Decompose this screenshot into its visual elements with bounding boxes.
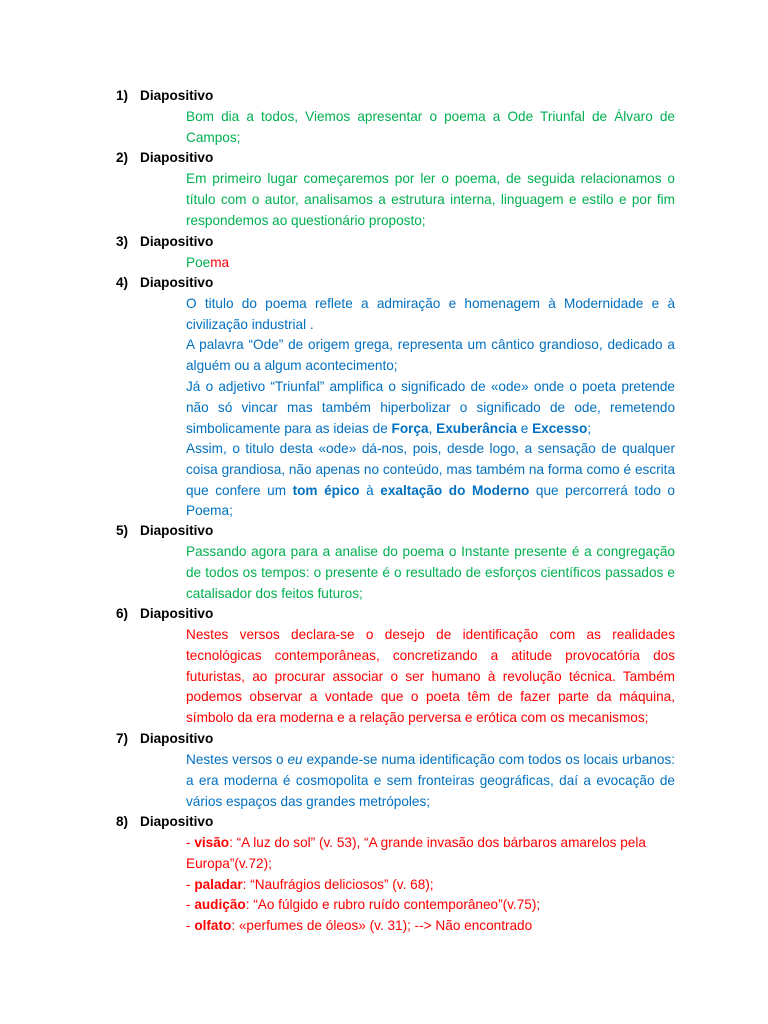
list-text: : “Ao fúlgido e rubro ruído contemporâneo”(v.75); [245, 897, 541, 913]
list-dash: - [186, 897, 195, 913]
text-run: ; [587, 420, 592, 436]
slide-7-text [186, 750, 675, 812]
list-item [186, 875, 675, 896]
list-text: : “Naufrágios deliciosos” (v. 68); [242, 876, 434, 892]
slide-title: Diapositivo [140, 150, 214, 165]
slide-title: Diapositivo [140, 275, 214, 290]
slide-number: 2) [116, 150, 129, 165]
list-text: : «perfumes de óleos» (v. 31); --> Não encontrado [231, 918, 533, 934]
slide-6-heading [116, 604, 213, 624]
slide-4-heading [116, 273, 213, 293]
bold-exaltacao: exaltação do Moderno [380, 482, 530, 498]
slide-title: Diapositivo [140, 523, 214, 538]
text-run: que percorrerá todo o Poema; [186, 482, 675, 519]
bold-forca: Força [391, 420, 429, 436]
text-run: Nestes versos o [186, 752, 288, 767]
slide-4-paragraph-4 [186, 439, 675, 522]
slide-4-paragraph-3 [186, 377, 675, 439]
slide-1-heading [116, 86, 213, 106]
list-term: visão [194, 835, 230, 850]
slide-number: 7) [116, 731, 129, 746]
list-text: : “A luz do sol” (v. 53), “A grande invasão dos bárbaros amarelos pela Europa”(v.72); [186, 835, 646, 871]
senses-list [186, 833, 675, 937]
text-run: expande-se numa identificação com todos os locais urbanos: a era moderna é cosmopolita e sem fronteiras geográficas, daí a evocação de vários espaços das grandes metrópoles; [186, 752, 675, 809]
list-item [186, 916, 675, 937]
bold-exuberancia: Exuberância [436, 420, 517, 436]
list-term: olfato [194, 918, 232, 934]
slide-3-heading [116, 232, 213, 252]
bold-excesso: Excesso [532, 420, 588, 436]
slide-6-text: Nestes versos declara-se o desejo de identificação com as realidades tecnológicas contemporâneas, concretizando a atitude provocatória dos futuristas, ao procurar associar o ser humano à revolução técnica. Também podemos observar a vontade que o poeta têm de fazer parte da máquina, símbolo da era moderna e a relação perversa e erótica com os mecanismos; [186, 627, 675, 726]
bold-tom-epico: tom épico [292, 482, 360, 498]
list-item [186, 895, 675, 916]
slide-5-heading [116, 521, 213, 541]
list-item [186, 833, 675, 875]
slide-number: 4) [116, 275, 129, 290]
italic-eu: eu [287, 752, 303, 767]
text-run: Assim, o titulo desta «ode» dá-nos, pois, desde logo, a sensação de qualquer coisa grandiosa, não apenas no conteúdo, mas também na forma como é escrita que confere um [186, 441, 675, 498]
list-term: paladar [194, 876, 243, 892]
list-dash: - [186, 835, 195, 850]
poem-label-part-2: ma [210, 255, 230, 270]
slide-number: 6) [116, 606, 129, 621]
list-dash: - [186, 918, 195, 934]
slide-3-text [186, 253, 675, 274]
slide-number: 5) [116, 523, 129, 538]
text-run: à [359, 482, 381, 498]
slide-title: Diapositivo [140, 88, 214, 103]
slide-4-paragraph-2: A palavra “Ode” de origem grega, representa um cântico grandioso, dedicado a alguém ou a algum acontecimento; [186, 337, 675, 373]
slide-7-heading [116, 729, 213, 749]
list-dash: - [186, 876, 195, 892]
list-term: audição [194, 897, 246, 913]
slide-title: Diapositivo [140, 606, 214, 621]
slide-1-text: Bom dia a todos, Viemos apresentar o poema a Ode Triunfal de Álvaro de Campos; [186, 109, 675, 145]
text-run: , [428, 420, 437, 436]
slide-number: 8) [116, 814, 129, 829]
slide-2-heading [116, 148, 213, 168]
slide-number: 3) [116, 234, 129, 249]
slide-title: Diapositivo [140, 234, 214, 249]
slide-title: Diapositivo [140, 814, 214, 829]
slide-5-text: Passando agora para a analise do poema o Instante presente é a congregação de todos os tempos: o presente é o resultado de esforços científicos passados e catalisador dos feitos futuros; [186, 544, 675, 601]
slide-2-text: Em primeiro lugar começaremos por ler o poema, de seguida relacionamos o título com o autor, analisamos a estrutura interna, linguagem e estilo e por fim respondemos ao questionário proposto; [186, 171, 675, 228]
slide-8-heading [116, 812, 213, 832]
slide-number: 1) [116, 88, 129, 103]
slide-4-paragraph-1: O titulo do poema reflete a admiração e homenagem à Modernidade e à civilização industrial . [186, 296, 675, 332]
text-run: e [516, 420, 533, 436]
text-run: Já o adjetivo “Triunfal” amplifica o significado de «ode» onde o poeta pretende não só vincar mas também hiperbolizar o significado de ode, remetendo simbolicamente para as ideias de [186, 379, 675, 436]
poem-label-part-1: Poe [186, 255, 211, 270]
slide-title: Diapositivo [140, 731, 214, 746]
